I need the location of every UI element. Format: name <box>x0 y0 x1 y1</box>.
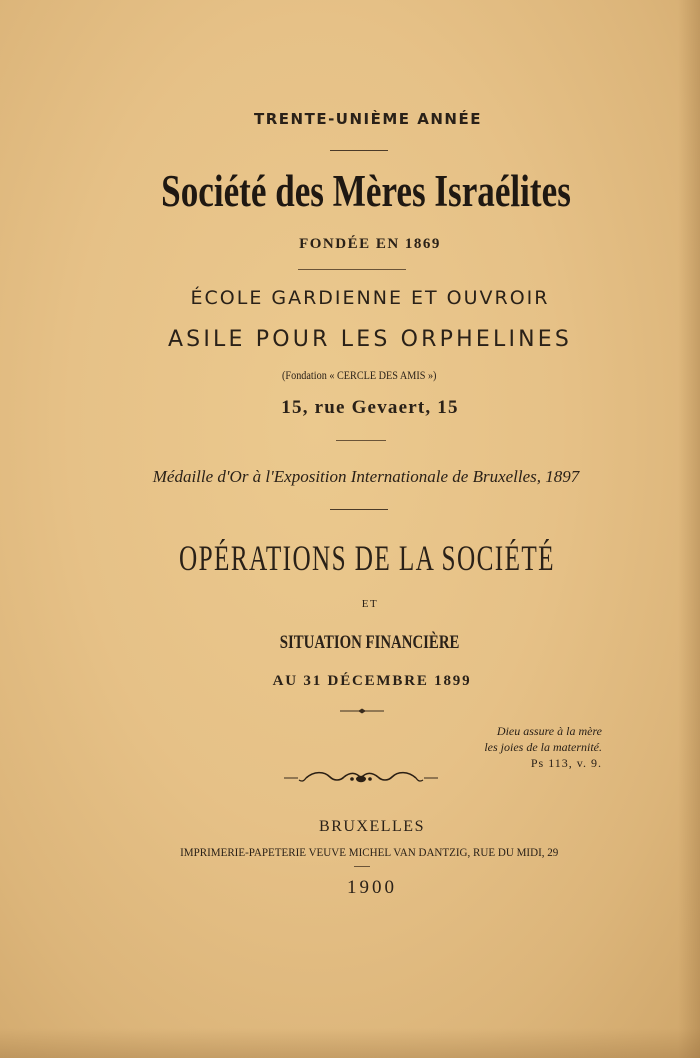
imprint-year: 1900 <box>347 877 397 898</box>
address-line: 15, rue Gevaert, 15 <box>281 397 459 418</box>
conjunction-line: ET <box>361 598 379 610</box>
report-date: AU 31 DÉCEMBRE 1899 <box>272 673 472 689</box>
foundation-line: (Fondation « CERCLE DES AMIS ») <box>282 368 437 382</box>
founded-line: FONDÉE EN 1869 <box>299 236 441 252</box>
epigraph-reference: Ps 113, v. 9. <box>530 756 602 770</box>
operations-heading: OPÉRATIONS DE LA SOCIÉTÉ <box>179 538 555 578</box>
imprint-printer: IMPRIMERIE-PAPETERIE VEUVE MICHEL VAN DANTZIG, RUE DU MIDI, 29 <box>180 845 559 859</box>
edition-line: TRENTE-UNIÈME ANNÉE <box>254 110 482 128</box>
society-title: Société des Mères Israélites <box>161 166 571 216</box>
rule-divider <box>298 269 406 270</box>
rule-divider <box>354 866 370 867</box>
rule-divider <box>330 509 388 510</box>
medal-line: Médaille d'Or à l'Exposition Internationale de Bruxelles, 1897 <box>152 467 580 486</box>
rule-divider <box>336 440 386 441</box>
ornament-divider-icon <box>338 706 386 716</box>
imprint-city: BRUXELLES <box>319 818 425 835</box>
rule-divider <box>330 150 388 151</box>
paper-bottom-shadow <box>0 1028 700 1058</box>
financial-situation-heading: SITUATION FINANCIÈRE <box>279 632 460 653</box>
epigraph-line: les joies de la maternité. <box>484 740 602 754</box>
scroll-ornament-icon <box>282 767 440 789</box>
paper-edge-shadow <box>678 0 700 1058</box>
asylum-line: ASILE POUR LES ORPHELINES <box>167 327 573 352</box>
epigraph-line: Dieu assure à la mère <box>496 724 602 738</box>
school-line: ÉCOLE GARDIENNE ET OUVROIR <box>190 287 550 309</box>
